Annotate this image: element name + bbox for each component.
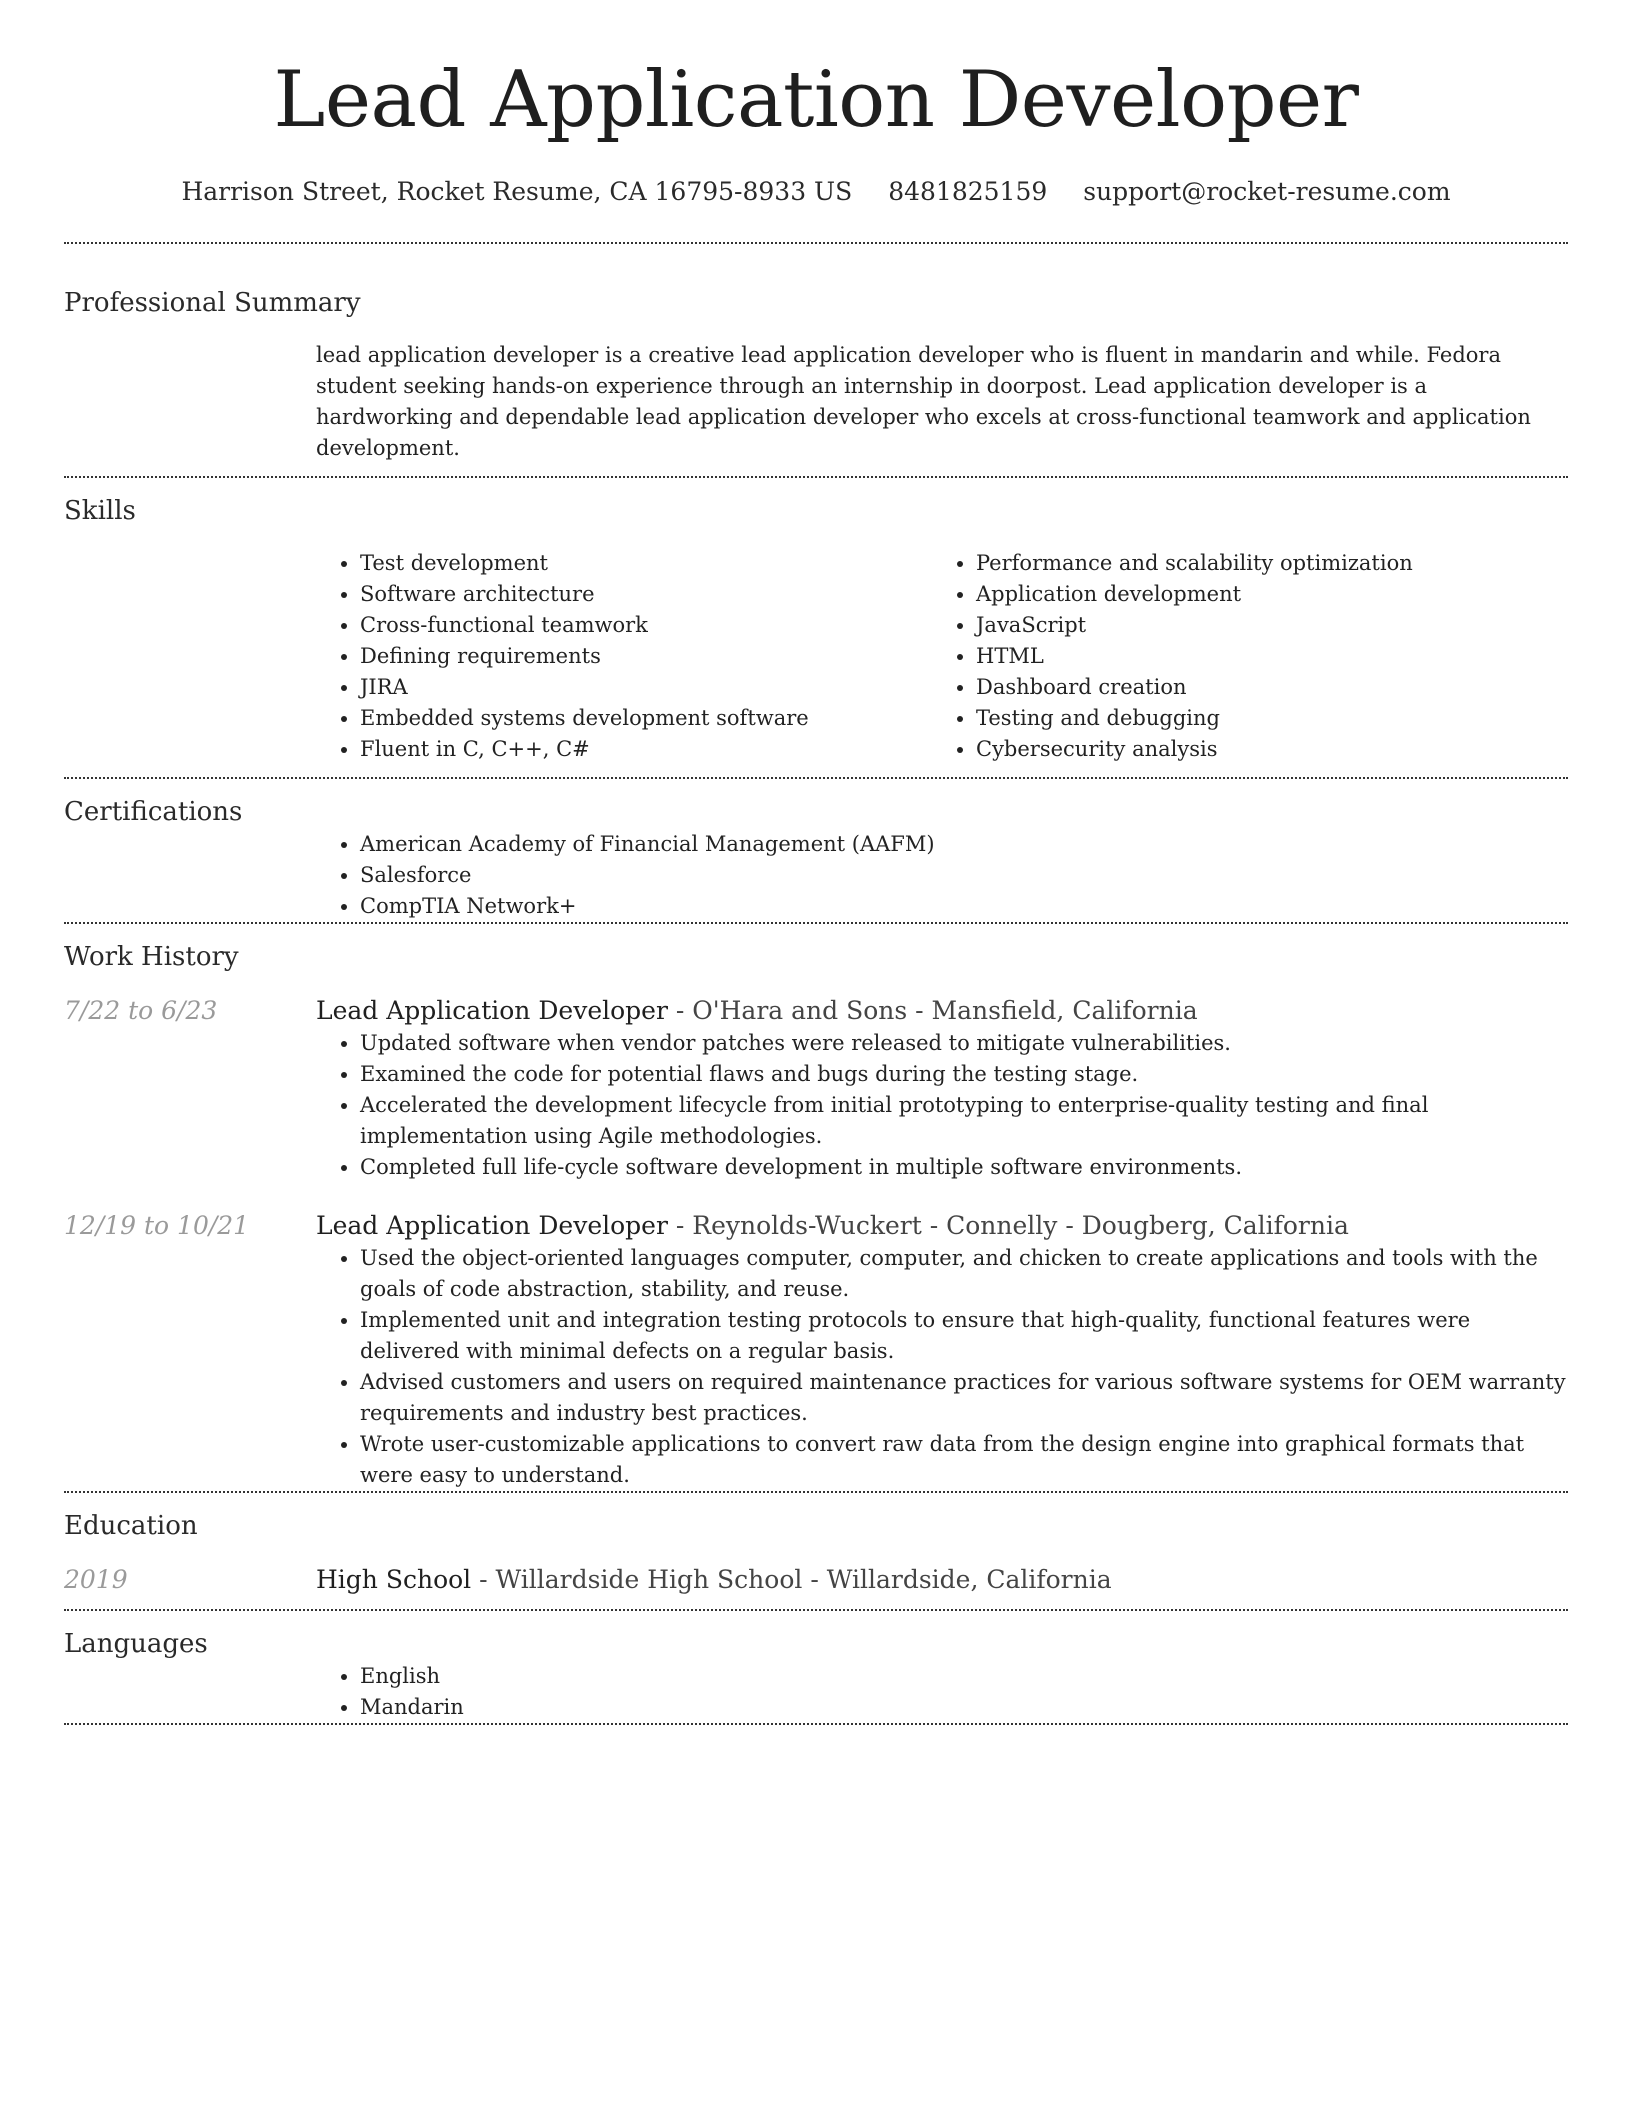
section-divider <box>64 1723 1568 1725</box>
job-details: - O'Hara and Sons - Mansfield, California <box>667 996 1198 1025</box>
skill-item: • Application development <box>976 579 1548 610</box>
skill-item: • Fluent in C, C++, C# <box>360 734 932 765</box>
skill-item: • Testing and debugging <box>976 703 1548 734</box>
skills-left-spacer <box>64 528 316 777</box>
education-year: 2019 <box>64 1565 128 1594</box>
education-section <box>64 1493 1568 1597</box>
languages-row <box>64 1661 1568 1723</box>
summary-text: lead application developer is a creative lead application developer who is fluent in mandarin and while. Fedora student seeking hands-on experience through an internship in doorpost. Lead application developer is a hardworking and dependable lead application developer who excels at cross-functional teamwork and application development. <box>316 343 1531 460</box>
skill-item: • Dashboard creation <box>976 672 1548 703</box>
work-history-section <box>64 924 1568 1491</box>
job-entry <box>64 1209 1568 1491</box>
languages-body <box>316 1661 1568 1723</box>
certification-item: • CompTIA Network+ <box>360 891 1568 922</box>
job-body <box>316 1243 1568 1491</box>
skills-list-right <box>932 548 1548 765</box>
contact-line <box>64 176 1568 208</box>
skills-column-left <box>316 548 932 765</box>
summary-heading: Professional Summary <box>64 288 361 318</box>
skills-heading: Skills <box>64 496 136 526</box>
language-item: • English <box>360 1661 1568 1692</box>
skill-item: • Cybersecurity analysis <box>976 734 1548 765</box>
skill-item: • Performance and scalability optimization <box>976 548 1548 579</box>
job-left-spacer <box>64 1028 316 1183</box>
job-role: Lead Application Developer <box>316 996 668 1025</box>
certification-item: • American Academy of Financial Management (AAFM) <box>360 829 1568 860</box>
candidate-title: Lead Application Developer <box>273 55 1359 145</box>
job-bullet: • Updated software when vendor patches were released to mitigate vulnerabilities. <box>360 1028 1568 1059</box>
job-bullet: • Wrote user-customizable applications to convert raw data from the design engine into graphical formats that were easy to understand. <box>360 1429 1568 1491</box>
job-bullet: • Completed full life-cycle software development in multiple software environments. <box>360 1152 1568 1183</box>
skills-columns <box>316 548 1568 765</box>
summary-body <box>316 320 1568 476</box>
summary-left-spacer <box>64 320 316 476</box>
skills-column-right <box>932 548 1548 765</box>
job-title <box>316 1209 1568 1243</box>
skill-item: • JavaScript <box>976 610 1548 641</box>
skills-list-left <box>316 548 932 765</box>
email-text: support@rocket-resume.com <box>1083 177 1451 206</box>
job-entry <box>64 994 1568 1183</box>
job-role: Lead Application Developer <box>316 1211 668 1240</box>
job-bullet: • Examined the code for potential flaws and bugs during the testing stage. <box>360 1059 1568 1090</box>
education-details: - Willardside High School - Willardside, California <box>471 1565 1112 1594</box>
job-body <box>316 1028 1568 1183</box>
skill-item: • Test development <box>360 548 932 579</box>
job-details: - Reynolds-Wuckert - Connelly - Dougberg, California <box>667 1211 1349 1240</box>
certifications-section <box>64 779 1568 922</box>
education-row <box>64 1563 1568 1597</box>
certifications-heading: Certifications <box>64 797 243 827</box>
skills-row <box>64 528 1568 777</box>
languages-section <box>64 1611 1568 1723</box>
job-bullet: • Used the object-oriented languages computer, computer, and chicken to create applications and tools with the goals of code abstraction, stability, and reuse. <box>360 1243 1568 1305</box>
job-bullet-list <box>316 1243 1568 1491</box>
job-bullet-list <box>316 1028 1568 1183</box>
skill-item: • Defining requirements <box>360 641 932 672</box>
resume-header <box>64 0 1568 208</box>
job-header-row <box>64 1209 1568 1243</box>
phone-text: 8481825159 <box>888 177 1048 206</box>
languages-heading: Languages <box>64 1629 208 1659</box>
work-history-heading: Work History <box>64 942 239 972</box>
summary-row <box>64 320 1568 476</box>
job-bullet: • Advised customers and users on required maintenance practices for various software systems for OEM warranty requirements and industry best practices. <box>360 1367 1568 1429</box>
certifications-row <box>64 829 1568 922</box>
job-left-spacer <box>64 1243 316 1491</box>
skill-item: • Cross-functional teamwork <box>360 610 932 641</box>
job-bullet: • Implemented unit and integration testing protocols to ensure that high-quality, functional features were delivered with minimal defects on a regular basis. <box>360 1305 1568 1367</box>
certifications-list <box>316 829 1568 922</box>
skill-item: • HTML <box>976 641 1548 672</box>
education-degree: High School <box>316 1565 472 1594</box>
languages-list <box>316 1661 1568 1723</box>
skills-body <box>316 528 1568 777</box>
job-title <box>316 994 1568 1028</box>
job-bullets-row <box>64 1243 1568 1491</box>
skill-item: • Software architecture <box>360 579 932 610</box>
language-item: • Mandarin <box>360 1692 1568 1723</box>
address-text: Harrison Street, Rocket Resume, CA 16795-8933 US <box>181 177 853 206</box>
certifications-left-spacer <box>64 829 316 922</box>
job-header-row <box>64 994 1568 1028</box>
job-dates: 7/22 to 6/23 <box>64 996 218 1025</box>
job-bullet: • Accelerated the development lifecycle from initial prototyping to enterprise-quality testing and final implementation using Agile methodologies. <box>360 1090 1568 1152</box>
certifications-body <box>316 829 1568 922</box>
summary-section <box>64 244 1568 476</box>
education-heading: Education <box>64 1511 198 1541</box>
skills-section <box>64 478 1568 777</box>
job-dates: 12/19 to 10/21 <box>64 1211 250 1240</box>
certification-item: • Salesforce <box>360 860 1568 891</box>
skill-item: • JIRA <box>360 672 932 703</box>
skill-item: • Embedded systems development software <box>360 703 932 734</box>
education-title <box>316 1563 1568 1597</box>
job-bullets-row <box>64 1028 1568 1183</box>
languages-left-spacer <box>64 1661 316 1723</box>
